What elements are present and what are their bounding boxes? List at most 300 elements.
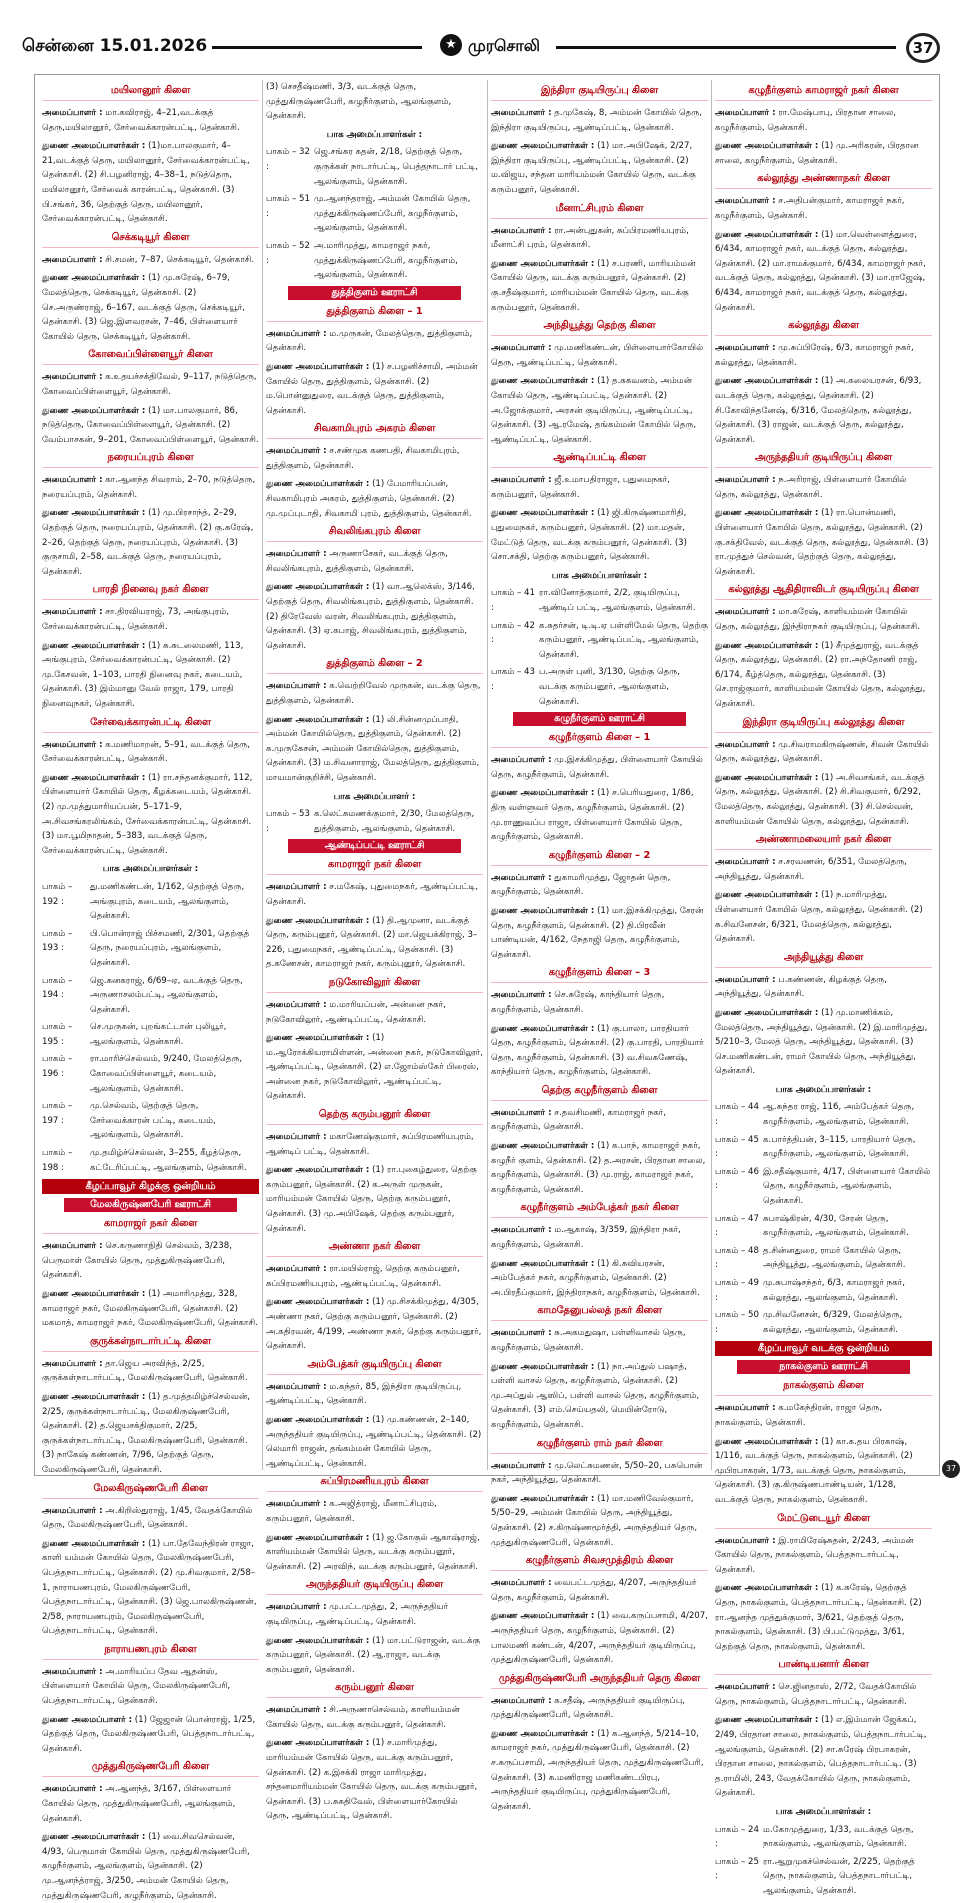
member-entry [266, 1130, 483, 1159]
member-entry [42, 370, 259, 399]
branch-heading: மேட்டுடையூர் கிளை [715, 1512, 932, 1529]
column-3 [491, 80, 709, 1812]
booth-number: பாகம் – 42 : [491, 620, 535, 646]
entry-text: ரா.மயில்ராஜ், தெற்கு கரும்பனூர், சுப்பிரமணியபுரம், ஆண்டிப்பட்டி, தென்காசி. [266, 1264, 460, 1289]
entry-text: (1) எ.இம்மான் ஜேக்கப், 2/49, பிரதான சாலை, நாகல்குளம், பெத்தநாடார்பட்டி, ஆலங்குளம், தென்காசி. (2) சா.சுரேஷ் பிரபாகரன், பிரதான சாலை, நாகல்குளம், பெத்தநாடார்பட்டி. (3) த.ராமிலி, 243, வேதக்கோயில் தெரு, நாகல்குளம், தென்காசி. [715, 1715, 927, 1799]
masthead-rule-right [556, 46, 896, 49]
booth-row [715, 1244, 932, 1273]
branch-heading: சிவகாமிபுரம் அகரம் கிளை [266, 422, 483, 439]
member-entry [491, 1459, 708, 1488]
branch-heading: பாண்டியனார் கிளை [715, 1658, 932, 1675]
entry-text: (1) மு.கண்ணன், 2–140, அருந்ததியர் குடியிருப்பு, ஆண்டிப்பட்டி, தென்காசி. (2) லெமாரி ராஜன், தங்கம்மன் கோயில் தெரு, ஆண்டிப்பட்டி, தென்காசி. [266, 1414, 482, 1469]
booth-organizer: ரா.மாரிச்செல்வம், 9/240, மேலத்தெரு, கோவைப்பிள்ளையூர், கடையம், ஆலங்குளம், தென்காசி. [90, 1054, 243, 1094]
footer-page-number: 37 [942, 1460, 960, 1478]
booth-row [715, 1855, 932, 1899]
booth-row [715, 1276, 932, 1305]
entry-role-label: துணை அமைப்பாளர்கள் : [491, 1493, 595, 1504]
member-entry [715, 771, 932, 829]
entry-text: (1) மா.வெள்ளைத்துரை, 6/434, காமராஜர் நகர், வடக்குத் தெரு, கல்லூத்து, தென்காசி. (2) மா.ராமக்குமார், 6/434, காமராஜர் நகர், வடக்குத் தெரு, கல்லூத்து, தென்காசி. (3) மா.ராஜேஷ், 6/434, காமராஜர் நகர், வடக்குத் தெரு, கல்லூத்து, தென்காசி. [715, 229, 926, 313]
entry-role-label: அமைப்பாளர் : [266, 328, 327, 339]
booth-organizer: மு.செல்வம், தெற்குத் தெரு, சேர்வைக்காரன் பட்டி, கடையம், ஆலங்குளம், தென்காசி. [90, 1101, 216, 1141]
entry-role-label: துணை அமைப்பாளர்கள் : [42, 1832, 146, 1843]
entry-text: (1) ச.பழனிச்சாமி, அம்மன் கோயில் தெரு, துத்திகுளம், தென்காசி. (2) ம.பொன்னுதுரை, வடக்குத் தெரு, துத்திகுளம், தென்காசி. [266, 361, 478, 416]
member-entry [491, 753, 708, 782]
entry-role-label: துணை அமைப்பாளர்கள் : [491, 1611, 595, 1622]
booth-row [491, 665, 708, 709]
member-entry [42, 253, 259, 268]
booth-organizer: இ.சதீஷ்குமார், 4/17, பிள்ளையார் கோயில் தெரு, கழுநீர்குளம், ஆலங்குளம், தென்காசி. [763, 1166, 931, 1207]
entry-text: (1) மு.சிசக்கிமுத்து, 4/305, அண்ணா நகர், தெற்கு கரும்பனூர், தென்காசி. (2) அ.கதிரவன், 4/199, அண்ணா நகர், தெற்கு கரும்பனூர், தென்காசி. [266, 1297, 482, 1352]
entry-text: மா.சுரேஷ், காளியம்மன் கோயில் தெரு, கல்லூத்து, இந்திராநகர் குடியிருப்பு, தென்காசி. [715, 607, 920, 633]
entry-text: சி.அருணாசெல்வம், காளியம்மன் கோயில் தெரு, வடக்கு கரும்பனூர், தென்காசி. [266, 1705, 460, 1730]
entry-text: (1)மா.பாலகுமார், 4–21,வடக்குத் தெரு, மயிலானூர், சேர்வைக்காரன்பட்டி, தென்காசி. (2) சி.பழனிராஜ், 4–38–1, நடுத்தெரு, மயிலானூர், சேர்வைக் காரன்பட்டி, தென்காசி. (3) பி.சங்கர், 36, தெற்குத் தெரு, மயிலானூர், சேர்வைக்காரன்பட்டி, தென்காசி. [42, 141, 250, 225]
member-entry [266, 880, 483, 909]
branch-heading: இந்திரா குடியிருப்பு கல்லூத்து கிளை [715, 716, 932, 733]
booth-organizer: ஜெ.சங்கர கதன், 2/18, தெற்குத் தெரு, குருக்கள் நாடார்பட்டி, பெத்தநாடார் பட்டி, ஆலங்குளம், தென்காசி. [314, 147, 479, 187]
booth-section-heading: பாக அமைப்பாளர்கள் : [326, 129, 423, 140]
branch-heading: மேலகிருஷ்ணபேரி கிளை [42, 1482, 259, 1499]
entry-role-label: அமைப்பாளர் : [266, 1381, 327, 1392]
booth-organizer: ம.கோமுத்துரை, 1/33, வடக்குத் தெரு, நாகல்குளம், ஆலங்குளம், தென்காசி. [763, 1824, 914, 1850]
panchayat-banner: மேலகிருஷ்ணபேரி ஊராட்சி [64, 1198, 237, 1212]
entry-role-label: துணை அமைப்பாளர்கள் : [491, 1258, 595, 1269]
entry-text: அ.கிறிஸ்துராஜ், 1/45, வேதக்கோயில் தெரு, மேலகிருஷ்ணபேரி, தென்காசி. [42, 1505, 253, 1531]
entry-text: சி.சமன், 7–87, செக்கடியூர், தென்காசி. [105, 254, 255, 265]
entry-text: (1) ம.ஆரோக்கியராமிள்ளன், அன்னை நகர், நடுகோவிலூர், ஆண்டிப்பட்டி, தென்காசி. (2) எ.ஜோம்ஸ்கேர் பிரைஸ், அன்னை நகர், நடுகோவிலூர், ஆண்டிப்பட்டி, தென்காசி. [266, 1033, 483, 1102]
entry-role-label: அமைப்பாளர் : [42, 1358, 103, 1369]
member-entry [266, 1600, 483, 1629]
panchayat-banner: நாகல்குளம் ஊராட்சி [737, 1360, 910, 1374]
member-entry [715, 341, 932, 370]
entry-role-label: துணை அமைப்பாளர்கள் : [42, 508, 146, 519]
panchayat-banner: ஆண்டிப்பட்டி ஊராட்சி [288, 839, 461, 853]
branch-heading: அண்ணாமலையார் நகர் கிளை [715, 833, 932, 850]
member-entry [266, 679, 483, 708]
entry-text: செ.கருணாநிதி செல்வம், 3/238, பெருமாள் கோயில் தெரு, முத்துகிருஷ்ணபேரி, தென்காசி. [42, 1241, 232, 1281]
entry-text: துகாமரிமுத்து, ஜோதன் தெரு, கழுநீர்குளம், தென்காசி. [491, 872, 671, 898]
branch-heading: நடுகோவிலூர் கிளை [266, 976, 483, 993]
member-entry [715, 139, 932, 168]
entry-text: க.சதீஷ், அருந்ததியர் குடியிருப்பு, முத்துகிருஷ்ணபேரி, தென்காசி. [491, 1695, 685, 1721]
member-entry [491, 473, 708, 502]
booth-section-heading: பாக அமைப்பாளர்கள் : [775, 1807, 872, 1818]
entry-text: ஜீ.உமாபதிராஜா, புதுமைநகர், கரும்பனூர், தென்காசி. [491, 475, 671, 500]
booth-organizer: ப.அருள் புனி, 3/130, தெற்கு தெரு, வடக்கு கரும்பனூர், ஆலங்குளம், தென்காசி. [539, 667, 680, 707]
booth-row [42, 1146, 259, 1175]
booth-number: பாகம் – 44 : [715, 1102, 759, 1128]
entry-text: (1) தி.ஆமுனா, வடக்குத் தெரு, கரும்புனூர், தென்காசி. (2) மா.ஜெயக்கிராஜ், 3–226, புதுமைநகர், ஆண்டிப்பட்டி, தென்காசி. (3) த.கணேசன், காமராஜர் நகர், கரும்புனூர், தென்காசி. [266, 915, 478, 970]
column-divider [262, 80, 263, 1470]
member-entry [266, 1634, 483, 1678]
entry-text: (1) மா.பட்டுராஜன், வடக்கு கரும்பனூர், தென்காசி. (2) ஆ.ராஜா, வடக்கு கரும்பனூர், தென்காசி. [266, 1635, 481, 1675]
branch-heading: அம்பேத்கர் குடியிருப்பு கிளை [266, 1358, 483, 1375]
entry-text: (1) வா.ஆலெக்ஸ், 3/146, தெற்குத் தெரு, சிவலிங்கபுரம், துத்திகுளம், தென்காசி. (2) திரேவேஸ் வரன், சிவலிங்கபுரம், துத்திகுளம், தென்காசி. (3) ஏ.கபாஜ், சிவலிங்கபுரம், துத்திகுளம், தென்காசி. [266, 582, 475, 651]
entry-role-label: துணை அமைப்பாளர்கள் : [491, 905, 595, 916]
booth-number: பாகம் – 49 : [715, 1278, 759, 1303]
member-entry [42, 1782, 259, 1826]
branch-heading: ஆண்டிப்பட்டி கிளை [491, 451, 708, 468]
branch-heading: நாராயணபுரம் கிளை [42, 1643, 259, 1660]
member-entry [715, 738, 932, 767]
entry-role-label: துணை அமைப்பாளர்கள் : [42, 1289, 146, 1299]
entry-role-label: அமைப்பாளர் : [42, 372, 103, 383]
booth-organizer: து.மணிகண்டன், 1/162, தெற்குத் தெரு, அங்குபுரம், கடையம், ஆலங்குளம், தென்காசி. [90, 881, 245, 922]
entry-role-label: அமைப்பாளர் : [266, 1499, 327, 1510]
entry-text: மு.பட்டமுத்து, 2, அருந்ததியர் குடியிருப்பு, ஆண்டிப்பட்டி, தென்காசி. [266, 1602, 449, 1627]
member-entry [266, 327, 483, 356]
booth-number: பாகம் – 195 : [42, 1022, 73, 1047]
entry-role-label: அமைப்பாளர் : [715, 196, 776, 207]
booth-number: பாகம் – 51 : [266, 194, 310, 219]
member-entry [491, 1139, 708, 1197]
member-entry [42, 1390, 259, 1478]
member-entry [266, 1497, 483, 1526]
booth-number: பாகம் – 197 : [42, 1101, 73, 1126]
booth-section-heading: பாக அமைப்பாளர்கள் : [775, 1084, 872, 1095]
entry-role-label: அமைப்பாளர் : [42, 607, 103, 618]
column-divider [487, 80, 488, 1470]
branch-heading: நரையப்புரம் கிளை [42, 451, 259, 468]
member-entry [491, 904, 708, 962]
branch-heading: அந்தியூத்து கிளை [715, 951, 932, 968]
entry-role-label: அமைப்பாளர் : [491, 1460, 552, 1471]
entry-role-label: அமைப்பாளர் : [491, 872, 552, 883]
booth-organizer: அ.மாரிமுத்து, காமராஜர் நகர், முத்துக்கிருஷ்ணப்பேரி, கழுநீர்குளம், ஆலங்குளம், தென்காசி. [314, 240, 458, 281]
booth-number: பாகம் – 194 : [42, 975, 73, 1001]
entry-text: (1) த.சுகவனம், அம்மன் கோயில் தெரு, ஆண்டிப்பட்டி, தென்காசி. (2) அ.ஜோக்குமார், அரசன் குடியிருப்பு, ஆண்டிப்பட்டி, தென்காசி. (3) ஆ.ரமேஷ், தங்கம்மன் கோயில் தெரு, ஆண்டிப்பட்டி, தென்காசி. [491, 376, 697, 445]
member-entry [715, 1680, 932, 1709]
entry-role-label: அமைப்பாளர் : [491, 1107, 552, 1118]
booth-number: பாகம் – 43 : [491, 667, 535, 692]
booth-row [715, 1100, 932, 1129]
booth-section-heading: பாக அமைப்பாளர்கள் : [551, 570, 648, 581]
member-entry [266, 360, 483, 418]
booth-number: பாகம் – 45 : [715, 1134, 759, 1160]
entry-role-label: துணை அமைப்பாளர்கள் : [266, 1532, 370, 1543]
member-entry [715, 855, 932, 884]
booth-number: பாகம் – 25 : [715, 1856, 759, 1882]
member-entry [266, 444, 483, 473]
entry-role-label: துணை அமைப்பாளர்கள் : [266, 582, 370, 593]
entry-role-label: துணை அமைப்பாளர்கள் : [715, 1583, 819, 1594]
booth-organizer: க.சுதர்சன், டி.டி.ஏ பள்ளிமேல் தெரு, தெற்கு கரும்பனூர், ஆண்டிப்பட்டி, ஆலங்குளம், தென்காசி. [539, 620, 709, 660]
entry-role-label: துணை அமைப்பாளர்கள் : [266, 915, 370, 926]
branch-heading: மயிலானூர் கிளை [42, 84, 259, 101]
entry-role-label: அமைப்பாளர் : [491, 1695, 552, 1706]
entry-text: (1) சீமுத்துராஜ், வடக்குத் தெரு, கல்லூத்து, தென்காசி. (2) ரா.அந்தோணி ராஜ், 6/174, கீழ்த்தெரு, கல்லூத்து, தென்காசி. (3) செ.ராஜ்குமார், காளியம்மன் கோயில் தெரு, கல்லூத்து, தென்காசி. [715, 640, 926, 709]
masthead-rule-left [212, 46, 422, 49]
entry-role-label: துணை அமைப்பாளர்கள் : [715, 1715, 819, 1726]
booth-row [42, 1020, 259, 1049]
member-entry [42, 771, 259, 859]
entry-role-label: துணை அமைப்பாளர்கள் : [42, 640, 146, 651]
booth-row [42, 1052, 259, 1096]
entry-role-label: துணை அமைப்பாளர்கள் : [266, 1297, 370, 1308]
entry-role-label: துணை அமைப்பாளர்கள் : [42, 1538, 146, 1549]
entry-role-label: அமைப்பாளர் : [715, 974, 776, 985]
branch-heading: முத்துகிருஷ்ணபேரி கிளை [42, 1760, 259, 1777]
branch-heading: இந்திரா குடியிருப்பு கிளை [491, 84, 708, 101]
panchayat-banner: துத்திகுளம் ஊராட்சி [288, 286, 461, 300]
booth-number: பாகம் – 41 : [491, 588, 535, 614]
entry-text: (3) செசதீஷ்மணி, 3/3, வடக்குத் தெரு, முத்துகிருஷ்ணபேரி, கழுநீர்குளம், ஆலங்குளம், தென்காசி. [266, 82, 452, 122]
branch-heading: அருந்ததியர் குடியிருப்பு கிளை [715, 451, 932, 468]
member-entry [42, 639, 259, 712]
entry-text: மகாணேஷ்குமார், சுப்பிரமணியபுரம், ஆண்டிப் பட்டி, தென்காசி. [266, 1132, 474, 1157]
entry-text: இ.ராமிரேஷ்சுதன், 2/243, அம்மன் கோயில் தெரு, நாகல்குளம், பெத்தநாடார்பட்டி, தென்காசி. [715, 1535, 914, 1575]
member-entry [491, 1257, 708, 1301]
branch-heading: செக்கடியூர் கிளை [42, 231, 259, 248]
entry-role-label: அமைப்பாளர் : [266, 1705, 327, 1716]
entry-text: தா.ஜெய அரவிந்த், 2/25, குருக்கள்நாடார்பட்டி, மேலகிருஷ்ணபேரி, தென்காசி. [42, 1358, 248, 1384]
entry-role-label: துணை அமைப்பாளர்கள் : [491, 1728, 595, 1739]
member-entry [266, 80, 483, 124]
entry-text: (1) மா.இசக்கிமுத்து, சேரன் தெரு, கழுநீர்குளம், தென்காசி. (2) தி.பிரவீன் பாண்டியன், 4/162, நேதாஜி தெரு, கழுநீர்குளம், தென்காசி. [491, 905, 704, 960]
union-banner: கீழப்பாவூர் வடக்கு ஒன்றியம் [715, 1341, 932, 1356]
booth-organizer: மு.சுபாஷ்சந்தர், 6/3, காமராஜர் நகர், கல்லூத்து, ஆலங்குளம், தென்காசி. [763, 1278, 905, 1303]
booth-organizer: மு.ஆனந்தராஜ், அம்மன் கோயில் தெரு, முத்துக்கிருஷ்ணப்பேரி, கழுநீர்குளம், ஆலங்குளம், தென்காசி. [314, 194, 471, 234]
entry-role-label: துணை அமைப்பாளர்கள் : [42, 141, 146, 152]
member-entry [491, 786, 708, 844]
entry-role-label: துணை அமைப்பாளர்கள் : [42, 273, 146, 284]
entry-role-label: அமைப்பாளர் : [715, 1682, 776, 1693]
entry-text: (1) மு.அரிகரன், பிரதான சாலை, கழுநீர்குளம், தென்காசி. [715, 141, 919, 166]
entry-role-label: அமைப்பாளர் : [266, 882, 327, 893]
branch-heading: மீனாட்சிபுரம் கிளை [491, 202, 708, 219]
entry-text: ச.அதிபன்குமார், காமராஜர் நகர், கழுநீர்குளம், தென்காசி. [715, 196, 905, 221]
booth-organizer: பி.பொன்ராஜ் பிச்சமணி, 2/301, தெற்குத் தெரு, நரையப்புரம், ஆலங்குளம், தென்காசி. [90, 928, 250, 968]
booth-row [42, 1099, 259, 1143]
entry-text: அ.மாரியப்ப தேவ ஆதன்ஸ், பிள்ளையார் கோயில் தெரு, மேலகிருஷ்ணபேரி, பெத்தநாடார்பட்டி, தென்காசி. [42, 1666, 231, 1707]
booth-number: பாகம் – 48 : [715, 1245, 759, 1271]
member-entry [266, 1736, 483, 1824]
member-entry [715, 639, 932, 712]
member-entry [715, 1713, 932, 1801]
booth-row [715, 1133, 932, 1162]
entry-role-label: அமைப்பாளர் : [42, 1241, 103, 1252]
entry-role-label: அமைப்பாளர் : [715, 739, 776, 750]
entry-role-label: அமைப்பாளர் : [491, 1578, 552, 1589]
member-entry [42, 106, 259, 135]
booth-section-heading: பாக அமைப்பாளர் : [333, 791, 416, 802]
branch-heading: கழுநீர்குளம் அம்பேத்கர் நகர் கிளை [491, 1201, 708, 1218]
member-entry [491, 1727, 708, 1815]
entry-role-label: துணை அமைப்பாளர்கள் : [491, 1023, 595, 1034]
entry-role-label: அமைப்பாளர் : [42, 739, 103, 750]
booth-row [42, 927, 259, 971]
member-entry [715, 506, 932, 579]
member-entry [42, 1287, 259, 1331]
booth-number: பாகம் – 198 : [42, 1148, 73, 1173]
entry-text: மு.லெட்சுமணன், 5/50–20, பசுபொன் நகர், அந்தியூத்து, தென்காசி. [491, 1460, 703, 1486]
member-entry [491, 1223, 708, 1252]
member-entry [42, 738, 259, 767]
entry-text: செ.ஜினதாஸ், 2/72, வேதக்கோயில் தெரு, நாகல்குளம், பெத்தநாடார்பட்டி, தென்காசி. [715, 1682, 917, 1707]
booth-organizer: க.பார்த்திபன், 3–115, பாரதியார் தெரு, கழுநீர்குளம், ஆலங்குளம், தென்காசி. [763, 1134, 916, 1160]
entry-text: (1) கு.பாலா, பாரதியார் தெரு, கழுநீர்குளம், தென்காசி. (2) கு.பாரதி, பாரதியார் தெரு, கழுநீர்குளம், தென்காசி. (3) வ.சிவகணேஷ், காந்தியார் தெரு, கழுநீர்குளம், தென்காசி. [491, 1023, 704, 1078]
branch-heading: தெற்கு கரும்பனூர் கிளை [266, 1108, 483, 1125]
member-entry [42, 1239, 259, 1283]
entry-text: (1) ரா.புகைழ்துரை, தெற்கு கரும்பனூர், தென்காசி. (2) க.அருள் முருகன், மாரியம்மன் கோயில் தெரு, தெற்கு கரும்பனூர், தென்காசி. (3) மு.அபிஷேக், தெற்கு கரும்பனூர், தென்காசி. [266, 1165, 477, 1234]
branch-heading: சுப்பிரமணியபுரம் கிளை [266, 1475, 483, 1492]
entry-role-label: அமைப்பாளர் : [715, 343, 776, 354]
branch-heading: கழுநீர்குளம் கிளை – 3 [491, 966, 708, 983]
booth-row [715, 1823, 932, 1852]
branch-heading: காமதேனுபல்லத் நகர் கிளை [491, 1304, 708, 1321]
branch-heading: கழுநீர்குளம் கிளை – 2 [491, 849, 708, 866]
entry-role-label: துணை அமைப்பாளர்கள் : [491, 1141, 595, 1152]
booth-organizer: க.லெட்சுமணக்குமார், 2/30, மேலத்தெரு, துத்திகுளம், ஆலங்குளம், தென்காசி. [314, 809, 475, 834]
branch-heading: கல்லூத்து அண்ணாநகர் கிளை [715, 172, 932, 189]
entry-text: மு.இசக்கிமுத்து, பிள்ளையார் கோயில் தெரு, கழுநீர்குளம், தென்காசி. [491, 755, 703, 780]
entry-text: மு.மணிகண்டன், பிள்ளையார்கோயில் தெரு, ஆண்டிப்பட்டி, தென்காசி. [491, 343, 704, 368]
booth-row [491, 619, 708, 663]
entry-text: க.அஜித்ராஜ், மீனாட்சிபுரம், கரும்பனூர், தென்காசி. [266, 1499, 437, 1524]
entry-role-label: அமைப்பாளர் : [42, 1666, 103, 1677]
entry-role-label: அமைப்பாளர் : [491, 108, 552, 118]
entry-text: (1) ச.பரணி, மாரியம்மன் கோயில் தெரு, வடக்கு கரும்பனூர், தென்காசி. (2) கு.சதீஷ்குமார், மாரியம்மன் கோயில் தெரு, வடக்கு கரும்பனூர், தென்காசி. [491, 258, 696, 313]
entry-role-label: துணை அமைப்பாளர்கள் : [42, 772, 146, 783]
entry-text: (1) அ.சிவசங்கர், வடக்குத் தெரு, கல்லூத்து, தென்காசி. (2) சி.சிவகுமார், 6/292, மேலத்தெரு, கல்லூத்து, தென்காசி. (3) சி.செல்வன், காளியம்மன் கோயில் தெரு, கல்லூத்து, தென்காசி. [715, 772, 925, 827]
branch-heading: காமராஜர் நகர் கிளை [266, 858, 483, 875]
branch-heading: சிவலிங்கபுரம் கிளை [266, 525, 483, 542]
entry-text: (1) ச.மாரிமுத்து, மாரியம்மன் கோயில் தெரு, வடக்கு கரும்பனூர், தென்காசி. (2) க.இசக்கி ராஜா மாரிமுத்து, சந்தனமாரியம்மன் கோயில் தெரு, வடக்கு கரும்பனூர், தென்காசி. (3) ப.சுகதிவேல், பிள்ளையார்கோயில் தெரு, ஆண்டிப்பட்டி, தென்காசி. [266, 1738, 478, 1822]
member-entry [715, 106, 932, 135]
member-entry [266, 1380, 483, 1409]
member-entry [42, 1830, 259, 1903]
member-entry [42, 1713, 259, 1757]
entry-role-label: துணை அமைப்பாளர்கள் : [491, 258, 595, 269]
entry-role-label: அமைப்பாளர் : [266, 1264, 327, 1275]
entry-role-label: துணை அமைப்பாளர்கள் : [266, 361, 370, 372]
member-entry [266, 1262, 483, 1291]
entry-role-label: துணை அமைப்பாளர்கள் : [266, 1635, 370, 1646]
branch-heading: கல்லூத்து கிளை [715, 319, 932, 336]
member-entry [715, 374, 932, 447]
branch-heading: கழுநீர்குளம் கிளை – 1 [491, 731, 708, 748]
booth-number: பாகம் – 192 : [42, 881, 73, 907]
entry-role-label: துணை அமைப்பாளர்கள் : [42, 1391, 146, 1402]
entry-text: (1) மா.அபிஷேக், 2/27, இந்திரா குடியிருப்பு, ஆண்டிப்பட்டி, தென்காசி. (2) ம.விஜய, சந்தன மாரியம்மன் கோயில் தெரு, வடக்கு கரும்பனூர், தென்காசி. [491, 141, 696, 195]
entry-text: (1) நா.அப்துல் பஷாத், பள்ளி வாசல் தெரு, கழுநீர்குளம், தென்காசி. (2) மு.அப்துல் ஆஸிப், பள்ளி வாசல் தெரு, கழுநீர்குளம், தென்காசி. (3) எம்.செய்யதலி, மெயின்ரோடு, கழுநீர்குளம், தென்காசி. [491, 1361, 700, 1430]
entry-text: ச.தவசிமணி, காமராஜர் நகர், கழுநீர்குளம், தென்காசி. [491, 1107, 666, 1133]
member-entry [42, 605, 259, 634]
union-banner: கீழப்பாவூர் கிழக்கு ஒன்றியம் [42, 1179, 259, 1194]
member-entry [491, 257, 708, 315]
member-entry [491, 1694, 708, 1723]
entry-role-label: துணை அமைப்பாளர்கள் : [266, 1165, 370, 1176]
column-2 [266, 80, 483, 1822]
member-entry [491, 506, 708, 564]
member-entry [42, 139, 259, 227]
member-entry [266, 580, 483, 653]
entry-text: ப.கண்ணன், கிழக்குத் தெரு, அந்தியூத்து, தென்காசி. [715, 974, 887, 1000]
branch-heading: கழுநீர்குளம் சிவசமுத்திரம் கிளை [491, 1554, 708, 1571]
entry-text: (1) கி.சுவியரசன், அம்பேத்கர் நகர், கழுநீர்குளம், தென்காசி. (2) அ.பிரதீப்குமார், இந்திராநகர், கழுநீர்குளம், தென்காசி. [491, 1258, 700, 1298]
member-entry [266, 477, 483, 521]
entry-text: க.உதயச்சக்திவேல், 9–117, நடுத்தெரு, கோவைப்பிள்ளையூர், தென்காசி. [42, 372, 257, 397]
member-entry [491, 139, 708, 197]
member-entry [491, 374, 708, 447]
entry-text: ம.மாரியப்பன், அன்னை நகர், நடுகோவிலூர், ஆண்டிப்பட்டி, தென்காசி. [266, 999, 446, 1025]
booth-organizer: ரா.ஆறுமுகச்செல்வன், 2/225, தெற்குத் தெரு, நாகல்குளம், பெத்தநாடார்பட்டி, ஆலங்குளம், தென்காசி. [763, 1856, 915, 1896]
entry-role-label: துணை அமைப்பாளர்கள் : [715, 141, 819, 152]
entry-text: (1) மு.சுரேஷ், 6–79, மேலத்தெரு, செக்கடியூர், தென்காசி. (2) செ.அருண்ராஜ், 6–167, வடக்குத் தெரு, செக்கடியூர், தென்காசி. (3) ஜெ.இளவரசன், 7–46, பிள்ளையார் கோயில் தெரு, செக்கடியூர், தென்காசி. [42, 273, 246, 342]
booth-row [42, 880, 259, 924]
entry-text: (1) சு.ஆனந்த், 5/214–10, காமராஜர் நகர், முத்துகிருஷ்ணபேரி, தென்காசி. (2) ச.சுருப்பசாமி, அருந்ததியர் தெரு, முத்துகிருஷ்ணபேரி, தென்காசி. (3) சு.மணிராஜ மணிகண்டபிரபு, அருந்ததியர் குடியிருப்பு, முத்துகிருஷ்ணபேரி, தென்காசி. [491, 1728, 704, 1812]
booth-organizer: ரா.வினோத்குமார், 2/2, குடியிருப்பு, ஆண்டிப் பட்டி, ஆலங்குளம், தென்காசி. [539, 588, 696, 614]
entry-text: (1) வை.சிவசெல்வன், 4/93, பெருமாள் கோயில் தெரு, முத்துகிருஷ்ணபேரி, கழுநீர்குளம், ஆலங்குளம், தென்காசி. (2) மு.ஆனந்த்ராஜ், 3/250, அம்மன் கோயில் தெரு, முத்துகிருஷ்ணபேரி, கழுநீர்குளம், தென்காசி. [42, 1832, 250, 1901]
member-entry [715, 1401, 932, 1430]
masthead [0, 0, 972, 70]
member-entry [42, 1537, 259, 1639]
entry-text: (1) த.முத்தமிழ்ச்செல்வன், 2/25, குருக்கள்நாடார்பட்டி, மேலகிருஷ்ணபேரி, தென்காசி. (2) த.ஜெயசக்திகுமார், 2/25, குருக்கள்நாடார்பட்டி, மேலகிருஷ்ணபேரி, தென்காசி. (3) நாகேஷ் கண்ணன், 7/96, தெற்குத் தெரு, மேலகிருஷ்ணபேரி, தென்காசி. [42, 1391, 251, 1475]
entry-text: சா.திரவியராஜ், 73, அங்குபுரம், சேர்வைக்காரன்பட்டி, தென்காசி. [42, 607, 230, 633]
entry-role-label: துணை அமைப்பாளர்கள் : [715, 1436, 819, 1447]
entry-role-label: துணை அமைப்பாளர்கள் : [266, 1738, 370, 1749]
member-entry [491, 1360, 708, 1433]
branch-heading: நாகல்குளம் கிளை [715, 1379, 932, 1396]
entry-text: க.வெற்றிவேல் முருகன், வடக்கு தெரு, துத்திகுளம், தென்காசி. [266, 681, 481, 706]
entry-role-label: அமைப்பாளர் : [42, 475, 103, 486]
entry-role-label: துணை அமைப்பாளர்கள் : [715, 376, 819, 387]
entry-role-label: அமைப்பாளர் : [266, 1602, 327, 1613]
booth-row [715, 1308, 932, 1337]
entry-role-label: அமைப்பாளர் : [266, 446, 327, 457]
member-entry [715, 1435, 932, 1508]
entry-text: (1) பா.தேவேந்திரன் ராஜா, காளி யம்மன் கோயில் தெரு, மேலகிருஷ்ணபேரி, பெத்தநாடார்பட்டி, தென்காசி. (2) மு.சிவகுமார், 2/58–1, நாராயணபுரம், மேலகிருஷ்ணபேரி, பெத்தநாடார்பட்டி, தென்காசி. (3) ஜெ.பாலகிருஷ்ணன், 2/58, நாராயணபுரம், மேலகிருஷ்ணபேரி, பெத்தநாடார்பட்டி, தென்காசி. [42, 1538, 257, 1637]
branch-heading: கழுநீர்குளம் காமராஜர் நகர் கிளை [715, 84, 932, 101]
entry-text: (1) க.பாந், காமராஜர் நகர், கழுநீர் குளம், தென்காசி. (2) த.அரசன், பிரதான சாலை, கழுநீர்குளம், தென்காசி. (3) மு.ராஜ், காமராஜர் நகர், கழுநீர்குளம், தென்காசி. [491, 1141, 706, 1195]
column-divider [711, 80, 712, 1470]
member-entry [266, 1413, 483, 1471]
booth-row [715, 1165, 932, 1209]
booth-organizer: மு.தமிழ்ச்செல்வன், 3–255, கீழத்தெரு, கட்டேரிப்பட்டி, ஆலங்குளம், தென்காசி. [90, 1148, 247, 1173]
member-entry [266, 1531, 483, 1575]
branch-heading: அருந்ததியர் குடியிருப்பு கிளை [266, 1578, 483, 1595]
entry-role-label: அமைப்பாளர் : [42, 108, 103, 118]
member-entry [491, 1576, 708, 1605]
entry-text: (1) மு.மாணிக்கம், மேலத்தெரு, அந்தியூத்து, தென்காசி. (2) இ.மாரிமுத்து, 5/210–3, மேலத் தெரு, அந்தியூத்து, தென்காசி. (3) செ.மணிகண்டன், ராமர் கோயில் தெரு, அந்தியூத்து, தென்காசி. [715, 1007, 928, 1077]
booth-number: பாகம் – 193 : [42, 928, 73, 954]
entry-role-label: துணை அமைப்பாளர்கள் : [715, 229, 819, 240]
entry-text: மு.சிவராமகிருஷ்ணன், சிவன் கோயில் தெரு, கல்லூத்து, தென்காசி. [715, 739, 929, 765]
member-entry [266, 998, 483, 1027]
booth-organizer: ஜெ.கனகராஜ், 6/69–ஏ, வடக்குத் தெரு, அருணாசலம்பட்டி, ஆலங்குளம், தென்காசி. [90, 975, 243, 1015]
booth-row [715, 1212, 932, 1241]
branch-heading: கரும்பனூர் கிளை [266, 1681, 483, 1698]
entry-role-label: துணை அமைப்பாளர்கள் : [715, 508, 819, 519]
entry-text: கா.ஆனந்த சிவராம், 2–70, நடுத்தெரு, நரையப்புரம், தென்காசி. [42, 475, 256, 500]
entry-role-label: துணை அமைப்பாளர்கள் : [266, 714, 370, 725]
member-entry [715, 473, 932, 502]
city-date: சென்னை 15.01.2026 [22, 36, 208, 56]
entry-text: (1) ந.மாரிமுத்து, பிள்ளையார் கோயில் தெரு, கல்லூத்து, தென்காசி. (2) சு.சிவனேசன், 6/321, மேலத்தெரு, கல்லூத்து, தென்காசி. [715, 890, 923, 945]
member-entry [491, 224, 708, 253]
entry-role-label: அமைப்பாளர் : [491, 755, 552, 766]
column-1 [42, 80, 259, 1901]
entry-text: ம.முருகன், மேலத்தெரு, துத்திகுளம், தென்காசி. [266, 328, 473, 354]
branch-heading: முத்துகிருஷ்ணபேரி அருந்ததியர் தெரு கிளை [491, 1672, 708, 1689]
entry-text: மு.சுப்பிரேஷ், 6/3, காமராஜர் நகர், கல்லூத்து, தென்காசி. [715, 343, 914, 368]
rooster-icon: ★ [440, 34, 462, 56]
paper-name: முரசொலி [468, 36, 540, 55]
entry-role-label: துணை அமைப்பாளர்கள் : [715, 1007, 819, 1018]
booth-row [266, 192, 483, 236]
entry-text: ச.சரவணன், 6/351, மேலத்தெரு, அந்தியூத்து, தென்காசி. [715, 857, 907, 882]
entry-text: (1) அமாரிமுத்து, 328, காமராஜர் நகர், மேலகிருஷ்ணபேரி, தென்காசி. (2) மகமாத், காமராஜர் நகர், மேலகிருஷ்ணபேரி, தென்காசி. [42, 1289, 258, 1329]
branch-heading: துத்திகுளம் கிளை – 1 [266, 305, 483, 322]
